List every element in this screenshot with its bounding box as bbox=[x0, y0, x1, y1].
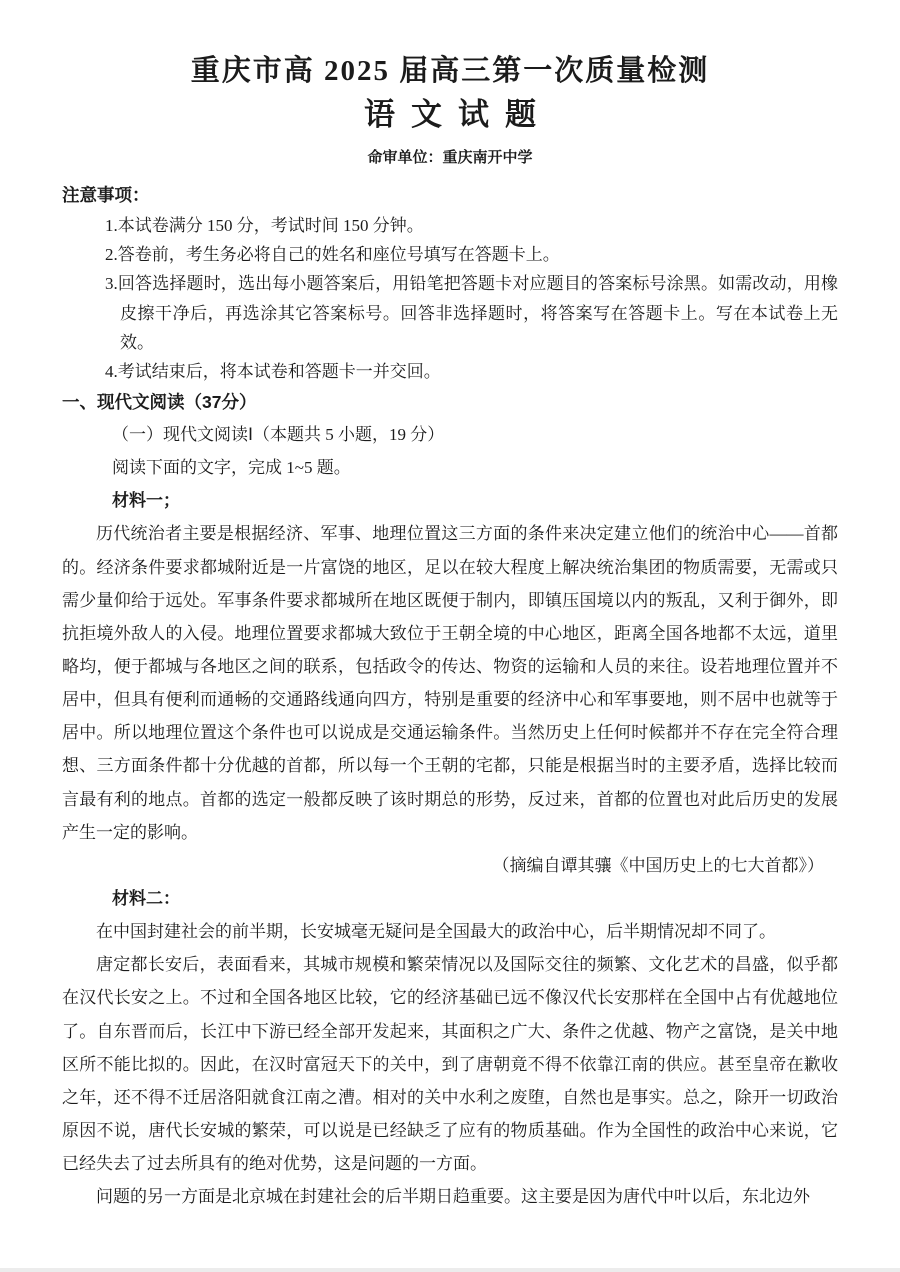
material-paragraph: 唐定都长安后，表面看来，其城市规模和繁荣情况以及国际交往的频繁、文化艺术的昌盛，似乎都在汉代长安之上。不过和全国各地区比较，它的经济基础已远不像汉代长安那样在全国中占有优越地位了。自东晋而后，长江中下游已经全部开发起来，其面积之广大、条件之优越、物产之富饶，是关中地区所不能比拟的。因此，在汉时富冠天下的关中，到了唐朝竟不得不依靠江南的供应。甚至皇帝在歉收之年，还不得不迁居洛阳就食江南之漕。相对的关中水利之废堕，自然也是事实。总之，除开一切政治原因不说，唐代长安城的繁荣，可以说是已经缺乏了应有的物质基础。作为全国性的政治中心来说，它已经失去了过去所具有的绝对优势，这是问题的一方面。 bbox=[62, 955, 838, 1174]
notice-heading: 注意事项： bbox=[62, 185, 150, 206]
notice-item: 2.答卷前，考生务必将自己的姓名和座位号填写在答题卡上。 bbox=[105, 245, 560, 265]
material-two-label: 材料二： bbox=[112, 888, 180, 908]
material-one-body bbox=[62, 517, 838, 848]
notice-list bbox=[62, 211, 838, 386]
notice-item: 3.回答选择题时，选出每小题答案后，用铅笔把答题卡对应题目的答案标号涂黑。如需改动，用橡皮擦干净后，再选涂其它答案标号。回答非选择题时，将答案写在答题卡上。写在本试卷上无效。 bbox=[105, 274, 838, 352]
material-paragraph: 历代统治者主要是根据经济、军事、地理位置这三方面的条件来决定建立他们的统治中心——首都的。经济条件要求都城附近是一片富饶的地区，足以在较大程度上解决统治集团的物质需要，无需或只需少量仰给于远处。军事条件要求都城所在地区既便于制内，即镇压国境以内的叛乱，又利于御外，即抗拒境外敌人的入侵。地理位置要求都城大致位于王朝全境的中心地区，距离全国各地都不太远，道里略均，便于都城与各地区之间的联系，包括政令的传达、物资的运输和人员的来往。设若地理位置并不居中，但具有便利而通畅的交通路线通向四方，特别是重要的经济中心和军事要地，则不居中也就等于居中。所以地理位置这个条件也可以说成是交通运输条件。当然历史上任何时候都并不存在完全符合理想、三方面条件都十分优越的首都，所以每一个王朝的宅都，只能是根据当时的主要矛盾，选择比较而言最有利的地点。首都的选定一般都反映了该时期总的形势，反过来，首都的位置也对此后历史的发展产生一定的影响。 bbox=[62, 524, 838, 842]
scan-bottom-edge bbox=[0, 1268, 900, 1272]
material-one-label: 材料一； bbox=[112, 491, 180, 511]
subsection-heading: （一）现代文阅读Ⅰ（本题共 5 小题，19 分） bbox=[112, 425, 445, 445]
notice-item: 4.考试结束后，将本试卷和答题卡一并交回。 bbox=[105, 362, 441, 382]
material-one-attribution: （摘编自谭其骧《中国历史上的七大首都》） bbox=[492, 855, 824, 875]
section-modern-reading bbox=[62, 388, 838, 1213]
material-paragraph: 问题的另一方面是北京城在封建社会的后半期日趋重要。这主要是因为唐代中叶以后，东北边外 bbox=[96, 1187, 810, 1207]
notice-item: 1.本试卷满分 150 分，考试时间 150 分钟。 bbox=[105, 215, 424, 235]
section-heading: 一、现代文阅读（37分） bbox=[62, 392, 257, 413]
material-two-body bbox=[62, 915, 838, 1213]
notice-section bbox=[62, 181, 838, 386]
reading-instruction: 阅读下面的文字，完成 1~5 题。 bbox=[112, 458, 351, 478]
exam-title: 重庆市高 2025 届高三第一次质量检测 bbox=[190, 55, 710, 87]
exam-subject-title: 语文试题 bbox=[364, 97, 552, 133]
material-paragraph: 在中国封建社会的前半期，长安城毫无疑问是全国最大的政治中心，后半期情况却不同了。 bbox=[96, 922, 776, 942]
exam-setter-line: 命审单位：重庆南开中学 bbox=[367, 150, 533, 167]
